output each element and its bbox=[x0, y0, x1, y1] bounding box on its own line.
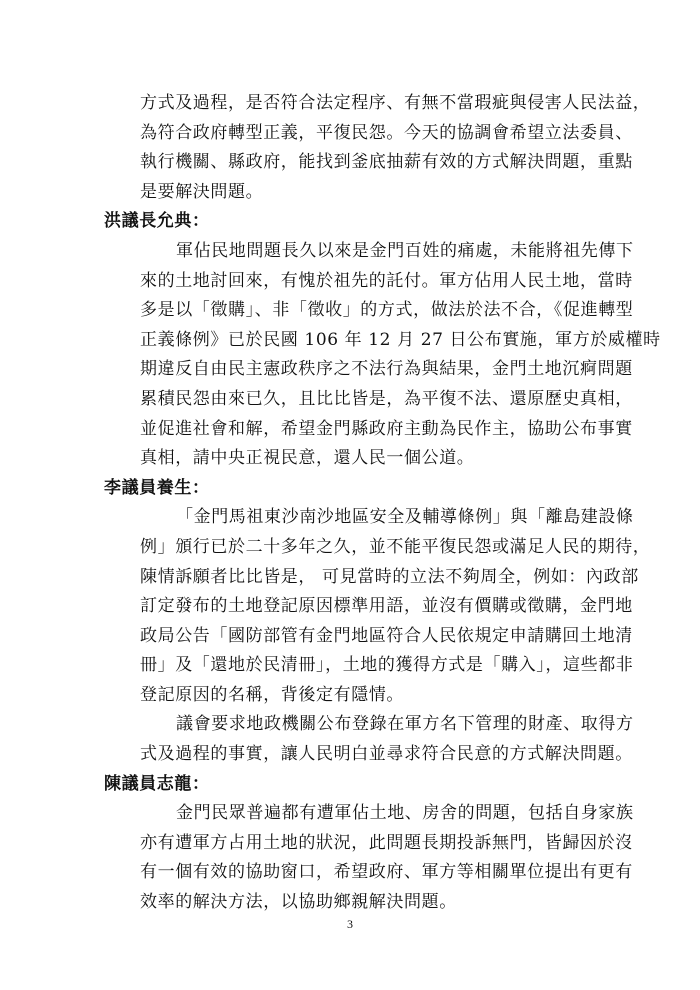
text-line: 訂定發布的土地登記原因標準用語，並沒有價購或徵購，金門地 bbox=[140, 596, 633, 617]
text-line: 式及過程的事實，讓人民明白並尋求符合民意的方式解決問題。 bbox=[140, 744, 633, 765]
text-line: 亦有遭軍方占用土地的狀況，此問題長期投訴無門，皆歸因於沒 bbox=[140, 832, 633, 853]
speech-paragraph bbox=[104, 503, 651, 710]
text-line: 陳情訴願者比比皆是， 可見當時的立法不夠周全，例如：內政部 bbox=[140, 566, 639, 587]
speaker-heading: 洪議長允典： bbox=[104, 211, 210, 232]
text-line: 軍佔民地問題長久以來是金門百姓的痛處，未能將祖先傳下 bbox=[176, 240, 634, 261]
speaker-heading: 陳議員志龍： bbox=[104, 773, 210, 794]
text-line: 真相，請中央正視民意，還人民一個公道。 bbox=[140, 448, 475, 469]
speaker-heading: 李議員養生： bbox=[104, 477, 210, 498]
text-line: 執行機關、縣政府，能找到釜底抽薪有效的方式解決問題，重點 bbox=[140, 152, 633, 173]
text-line: 為符合政府轉型正義，平復民怨。今天的協調會希望立法委員、 bbox=[140, 122, 633, 143]
text-line: 來的土地討回來，有愧於祖先的託付。軍方佔用人民土地，當時 bbox=[140, 270, 633, 291]
text-line: 效率的解決方法，以協助鄉親解決問題。 bbox=[140, 892, 457, 913]
page-body bbox=[104, 89, 661, 918]
text-line: 冊」及「還地於民清冊」，土地的獲得方式是「購入」，這些都非 bbox=[140, 655, 634, 676]
text-line: 多是以「徵購」、非「徵收」的方式，做法於法不合，《促進轉型 bbox=[140, 300, 634, 321]
text-line: 期違反自由民主憲政秩序之不法行為與結果，金門土地沉痾問題 bbox=[140, 359, 633, 380]
text-line: 正義條例》已於民國 106 年 12 月 27 日公布實施，軍方於威權時 bbox=[140, 329, 661, 350]
text-line: 是要解決問題。 bbox=[140, 181, 264, 202]
text-line: 例」頒行已於二十多年之久，並不能平復民怨或滿足人民的期待， bbox=[140, 536, 651, 557]
text-line: 政局公告「國防部管有金門地區符合人民依規定申請購回土地清 bbox=[140, 625, 633, 646]
page-number: 3 bbox=[347, 917, 353, 931]
text-line: 方式及過程，是否符合法定程序、有無不當瑕疵與侵害人民法益， bbox=[140, 93, 651, 113]
speech-paragraph bbox=[104, 237, 661, 474]
text-line: 並促進社會和解，希望金門縣政府主動為民作主，協助公布事實 bbox=[140, 418, 633, 439]
speech-paragraph bbox=[104, 710, 634, 769]
text-line: 「金門馬祖東沙南沙地區安全及輔導條例」與「離島建設條 bbox=[176, 507, 634, 528]
text-line: 累積民怨由來已久，且比比皆是，為平復不法、還原歷史真相， bbox=[140, 388, 633, 409]
speech-paragraph bbox=[104, 799, 634, 917]
opening-paragraph bbox=[104, 89, 651, 207]
text-line: 金門民眾普遍都有遭軍佔土地、房舍的問題，包括自身家族 bbox=[176, 803, 634, 824]
text-line: 議會要求地政機關公布登錄在軍方名下管理的財產、取得方 bbox=[176, 714, 634, 735]
text-line: 有一個有效的協助窗口，希望政府、軍方等相關單位提出有更有 bbox=[140, 862, 633, 883]
text-line: 登記原因的名稱，背後定有隱情。 bbox=[140, 684, 404, 705]
